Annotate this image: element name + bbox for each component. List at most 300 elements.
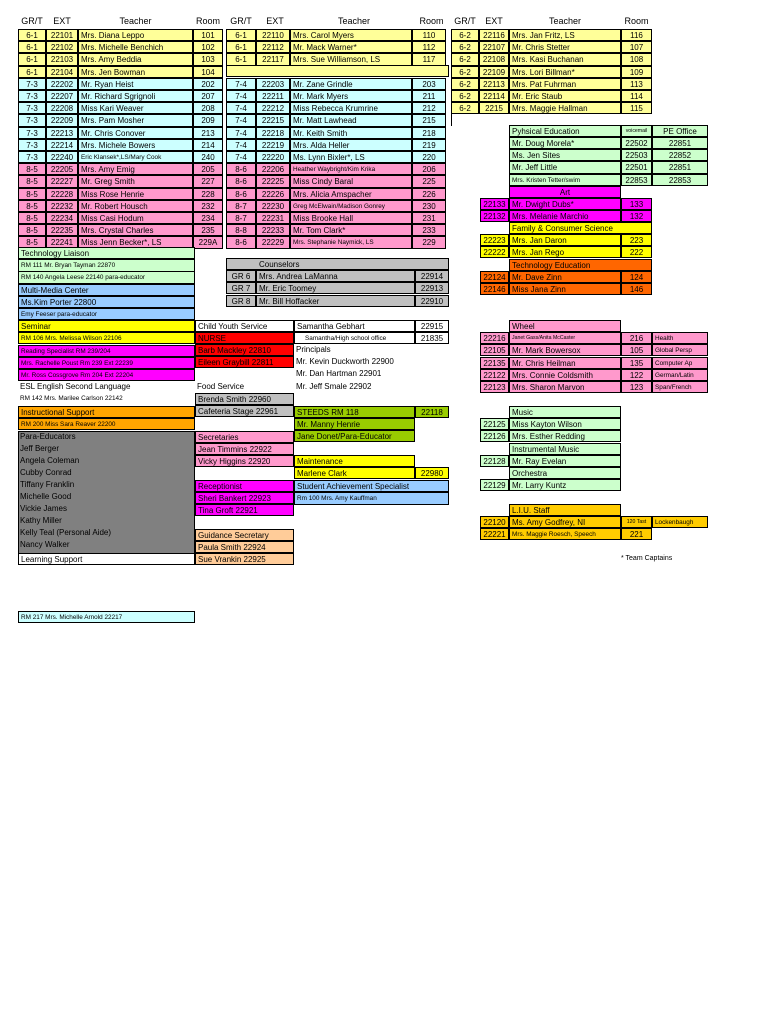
room-cell: 115 — [621, 102, 652, 114]
fcs-room: 223 — [621, 234, 652, 246]
pe-voicemail: 22502 — [621, 137, 652, 149]
steeds-line: Jane Donet/Para-Educator — [294, 430, 415, 442]
teacher-name-cell: Mrs. Diana Leppo — [78, 29, 193, 41]
wheel-ext: 22135 — [480, 357, 509, 369]
liu-name: Mrs. Maggie Roesch, Speech — [509, 528, 621, 540]
principal-name: Mr. Dan Hartman 22901 — [294, 368, 449, 380]
steeds-line: Mr. Manny Henrie — [294, 418, 415, 430]
grade-team-cell: 8-6 — [226, 175, 256, 187]
grade-team-cell: 8-5 — [18, 200, 46, 212]
teacher-name-cell: Mrs. Kasi Buchanan — [509, 53, 621, 65]
guidance-secretary-line: Paula Smith 22924 — [195, 541, 294, 553]
extension-cell: 22241 — [46, 236, 78, 248]
counselor-name: Mr. Eric Toomey — [256, 282, 415, 294]
pe-office-ext: 22852 — [652, 149, 708, 161]
nurse-title: NURSE — [195, 332, 294, 344]
grade-team-cell: 7-4 — [226, 139, 256, 151]
para-educator-name: Nancy Walker — [20, 540, 70, 549]
wheel-subject: Health — [652, 332, 708, 344]
para-educator-name: Jeff Berger — [20, 444, 59, 453]
room-cell: 112 — [412, 41, 446, 53]
grade-team-cell: 6-1 — [18, 53, 46, 65]
room-cell: 235 — [193, 224, 223, 236]
grade-team-cell: 6-2 — [451, 102, 479, 114]
grade-team-cell: 6-2 — [451, 53, 479, 65]
teacher-name-cell: Mrs. Pat Fuhrman — [509, 78, 621, 90]
room-cell: 232 — [193, 200, 223, 212]
room-cell: 110 — [412, 29, 446, 41]
maintenance-line: Marlene Clark — [294, 467, 415, 479]
extension-cell: 22229 — [256, 236, 290, 248]
receptionist-line: Sheri Bankert 22923 — [195, 492, 294, 504]
teacher-name-cell: Greg McElwain/Madison Gonrey — [290, 200, 412, 212]
grade-team-cell: 6-1 — [18, 66, 46, 78]
grade-team-cell: 8-5 — [18, 224, 46, 236]
wheel-name: Mr. Mark Bowersox — [509, 344, 621, 356]
child-youth-name: Samantha Gebhart — [294, 320, 415, 332]
wheel-subject: Span/French — [652, 381, 708, 393]
nurse-line: Barb Mackley 22810 — [195, 344, 294, 356]
principals-title: Principals — [294, 344, 415, 356]
extension-cell: 22226 — [256, 188, 290, 200]
extension-cell: 22211 — [256, 90, 290, 102]
room-cell: 103 — [193, 53, 223, 65]
extension-cell: 22220 — [256, 151, 290, 163]
grade-team-cell: 6-1 — [226, 29, 256, 41]
counselor-ext: 22914 — [415, 270, 449, 282]
grade-team-cell: 7-4 — [226, 127, 256, 139]
extension-cell: 22101 — [46, 29, 78, 41]
tech_ed-room: 124 — [621, 271, 652, 283]
orchestra-ext: 22129 — [480, 479, 509, 491]
steeds-title: STEEDS RM 118 — [294, 406, 415, 418]
pe-office-ext: 22853 — [652, 174, 708, 186]
room-cell: 215 — [412, 114, 446, 126]
teacher-name-cell: Mr. Mack Warner* — [290, 41, 412, 53]
grade-team-cell: 6-2 — [451, 66, 479, 78]
grade-team-cell: 7-4 — [226, 151, 256, 163]
grade-team-cell: 8-7 — [226, 200, 256, 212]
blank-cell — [195, 368, 294, 380]
wheel-room: 135 — [621, 357, 652, 369]
fcs-room: 222 — [621, 246, 652, 258]
child-youth-office-ext: 21835 — [415, 332, 449, 344]
reading-specialist-line: Reading Specialist RM 239/204 — [18, 345, 195, 357]
food-service-title: Food Service — [195, 381, 294, 393]
fcs-ext: 22223 — [480, 234, 509, 246]
pe-title: Pyhsical Education — [509, 125, 621, 137]
extension-cell: 22215 — [256, 114, 290, 126]
orchestra-title: Orchestra — [509, 467, 621, 479]
wheel-room: 105 — [621, 344, 652, 356]
liu-name: Ms. Amy Godfrey, NI — [509, 516, 621, 528]
room-cell: 225 — [412, 175, 446, 187]
grade-team-cell: 8-5 — [18, 212, 46, 224]
wheel-subject: German/Latin — [652, 369, 708, 381]
tech_ed-name: Miss Jana Zinn — [509, 283, 621, 295]
teacher-name-cell: Mr. Chris Stetter — [509, 41, 621, 53]
para-educator-name: Vickie James — [20, 504, 67, 513]
wheel-name: Mr. Chris Heilman — [509, 357, 621, 369]
room-cell: 203 — [412, 78, 446, 90]
divider — [451, 114, 456, 126]
para-educator-name: Angela Coleman — [20, 456, 80, 465]
room-cell: 108 — [621, 53, 652, 65]
counselor-name: Mrs. Andrea LaManna — [256, 270, 415, 282]
extension-cell: 22206 — [256, 163, 290, 175]
room-cell: 116 — [621, 29, 652, 41]
extension-cell: 22207 — [46, 90, 78, 102]
extension-cell: 22102 — [46, 41, 78, 53]
liu-extra: Lockenbaugh — [652, 516, 708, 528]
room-cell: 219 — [412, 139, 446, 151]
fcs-ext: 22222 — [480, 246, 509, 258]
room-cell: 229A — [193, 236, 223, 248]
fcs-name: Mrs. Jan Rego — [509, 246, 621, 258]
reading-specialist-line: Mrs. Rachelle Poust Rm 239 Ext 22239 — [18, 357, 195, 369]
header-teacher: Teacher — [337, 16, 371, 26]
teacher-name-cell: Mrs. Jan Fritz, LS — [509, 29, 621, 41]
grade-team-cell: 7-4 — [226, 78, 256, 90]
room-cell: 229 — [412, 236, 446, 248]
grade-team-cell: 6-1 — [226, 53, 256, 65]
liu-ext: 22120 — [480, 516, 509, 528]
grade-team-cell: 8-5 — [18, 236, 46, 248]
child-youth-title: Child Youth Service — [195, 320, 294, 332]
art-name: Mr. Dwight Dubs* — [509, 198, 621, 210]
teacher-name-cell: Mr. Robert Housch — [78, 200, 193, 212]
art-name: Mrs. Melanie Marchio — [509, 210, 621, 222]
header-ext: EXT — [485, 16, 503, 26]
teacher-name-cell: Heather Waybright/Kim Krika — [290, 163, 412, 175]
teacher-name-cell: Mrs. Stephanie Naymick, LS — [290, 236, 412, 248]
grade-team-cell: 7-3 — [18, 78, 46, 90]
wheel-ext: 22122 — [480, 369, 509, 381]
pe-voicemail: 22503 — [621, 149, 652, 161]
wheel-subject: Global Persp — [652, 344, 708, 356]
extension-cell: 22214 — [46, 139, 78, 151]
room-cell: 202 — [193, 78, 223, 90]
grade-team-cell: 7-3 — [18, 90, 46, 102]
extension-cell: 22203 — [256, 78, 290, 90]
room-cell: 107 — [621, 41, 652, 53]
art-ext: 22132 — [480, 210, 509, 222]
learning-support-label: Learning Support — [18, 553, 195, 565]
grade-team-cell: 6-1 — [18, 41, 46, 53]
room-cell: 109 — [621, 66, 652, 78]
food-service-line: Cafeteria Stage 22961 — [195, 405, 294, 417]
wheel-room: 122 — [621, 369, 652, 381]
reading-specialist-line: Mr. Ross Cossgrove Rm 204 Ext 22204 — [18, 369, 195, 381]
teacher-name-cell: Mrs. Alicia Amspacher — [290, 188, 412, 200]
header-teacher: Teacher — [119, 16, 152, 26]
maintenance-ext: 22980 — [415, 467, 449, 479]
pe-office-ext: 22851 — [652, 137, 708, 149]
music-title: Music — [509, 406, 621, 418]
extension-cell: 22240 — [46, 151, 78, 163]
wheel-room: 216 — [621, 332, 652, 344]
grade-team-cell: 6-2 — [451, 78, 479, 90]
pe-voicemail: 22853 — [621, 174, 652, 186]
seminar-line: RM 106 Mrs. Melissa Wilson 22106 — [18, 332, 195, 344]
teacher-name-cell: Mrs. Carol Myers — [290, 29, 412, 41]
room-cell: 212 — [412, 102, 446, 114]
teacher-name-cell: Mrs. Pam Mosher — [78, 114, 193, 126]
grade-team-cell: 8-6 — [226, 236, 256, 248]
tech-liaison-line: RM 140 Angela Leese 22140 para-educator — [18, 271, 195, 284]
header-room: Room — [624, 16, 649, 26]
extension-cell: 22117 — [256, 53, 290, 65]
teacher-name-cell: Mr. Zane Grindle — [290, 78, 412, 90]
extension-cell: 2215 — [479, 102, 509, 114]
teacher-name-cell: Mrs. Alda Heller — [290, 139, 412, 151]
tech-ed-title: Technology Education — [509, 259, 652, 271]
teacher-name-cell: Miss Casi Hodum — [78, 212, 193, 224]
grade-team-cell: 7-3 — [18, 102, 46, 114]
extension-cell: 22114 — [479, 90, 509, 102]
esl-line: RM 142 Mrs. Marilee Carlson 22142 — [18, 393, 195, 405]
pe-teacher-name: Mrs. Kristen Tetter/swim — [509, 174, 621, 186]
pe-voicemail: 22501 — [621, 161, 652, 173]
teacher-name-cell: Mr. Ryan Heist — [78, 78, 193, 90]
tech-liaison-title: Technology Liaison — [18, 247, 195, 259]
liu-title: L.I.U. Staff — [509, 504, 621, 516]
grade-team-cell: 7-4 — [226, 90, 256, 102]
room-cell: 101 — [193, 29, 223, 41]
pe-teacher-name: Mr. Jeff Little — [509, 161, 621, 173]
room-cell: 231 — [412, 212, 446, 224]
fcs-title: Family & Consumer Science — [509, 222, 652, 234]
teacher-name-cell: Miss Rose Henrie — [78, 188, 193, 200]
teacher-name-cell: Mrs. Jen Bowman — [78, 66, 193, 78]
teacher-name-cell: Mr. Chris Conover — [78, 127, 193, 139]
extension-cell: 22109 — [479, 66, 509, 78]
counselor-ext: 22913 — [415, 282, 449, 294]
grade-team-cell: 6-1 — [226, 41, 256, 53]
fcs-name: Mrs. Jan Daron — [509, 234, 621, 246]
teacher-name-cell: Mr. Richard Sgrignoli — [78, 90, 193, 102]
tech_ed-name: Mr. Dave Zinn — [509, 271, 621, 283]
extension-cell: 22112 — [256, 41, 290, 53]
teacher-name-cell: Mrs. Amy Beddia — [78, 53, 193, 65]
music-name: Miss Kayton Wilson — [509, 418, 621, 430]
wheel-subject: Computer Ap — [652, 357, 708, 369]
extension-cell: 22103 — [46, 53, 78, 65]
counselor-ext: 22910 — [415, 295, 449, 307]
teacher-name-cell: Mr. Tom Clark* — [290, 224, 412, 236]
music-ext: 22126 — [480, 430, 509, 442]
extension-cell: 22231 — [256, 212, 290, 224]
header-ext: EXT — [53, 16, 71, 26]
grade-team-cell: 7-4 — [226, 114, 256, 126]
teacher-name-cell: Eric Klansek*,LS/Mary Cook — [78, 151, 193, 163]
tech-liaison-line: RM 111 Mr. Bryan Tayman 22870 — [18, 259, 195, 272]
room-cell: 214 — [193, 139, 223, 151]
pe-office-header: PE Office — [652, 125, 708, 137]
grade-team-cell: 8-7 — [226, 212, 256, 224]
multimedia-line: Emy Feeser para-educator — [18, 308, 195, 320]
extension-cell: 22108 — [479, 53, 509, 65]
principal-name: Mr. Kevin Duckworth 22900 — [294, 356, 449, 368]
para-educator-name: Cubby Conrad — [20, 468, 72, 477]
teacher-name-cell: Mrs. Sue Williamson, LS — [290, 53, 412, 65]
orchestra-name: Mr. Larry Kuntz — [509, 479, 621, 491]
extension-cell: 22225 — [256, 175, 290, 187]
extension-cell: 22116 — [479, 29, 509, 41]
instrumental-music-name: Mr. Ray Evelan — [509, 455, 621, 467]
room-cell: 104 — [193, 66, 223, 78]
para-educator-name: Kelly Teal (Personal Aide) — [20, 528, 112, 537]
teacher-name-cell: Ms. Lynn Bixler*, LS — [290, 151, 412, 163]
tech_ed-ext: 22124 — [480, 271, 509, 283]
room-cell: 230 — [412, 200, 446, 212]
tech_ed-room: 146 — [621, 283, 652, 295]
extension-cell: 22208 — [46, 102, 78, 114]
grade-team-cell: 7-4 — [226, 102, 256, 114]
wheel-name: Janet Gass/Anita McCaster — [509, 332, 621, 344]
room-cell: 209 — [193, 114, 223, 126]
pe-teacher-name: Mr. Doug Morela* — [509, 137, 621, 149]
counselor-grade: GR 6 — [226, 270, 256, 282]
extension-cell: 22219 — [256, 139, 290, 151]
grade-team-cell: 8-6 — [226, 163, 256, 175]
room-cell: 233 — [412, 224, 446, 236]
extension-cell: 22227 — [46, 175, 78, 187]
header-grt: GR/T — [454, 16, 476, 26]
secretaries-line: Jean Timmins 22922 — [195, 443, 294, 455]
room-cell: 114 — [621, 90, 652, 102]
achievement-line: Rm 100 Mrs. Amy Kauffman — [294, 492, 449, 505]
guidance-secretary-line: Sue Vrankin 22925 — [195, 553, 294, 565]
instructional-support-title: Instructional Support — [18, 406, 195, 418]
extension-cell: 22235 — [46, 224, 78, 236]
child-youth-ext: 22915 — [415, 320, 449, 332]
child-youth-office: Samantha/High school office — [294, 332, 415, 344]
food-service-line: Brenda Smith 22960 — [195, 393, 294, 405]
teacher-name-cell: Miss Cindy Baral — [290, 175, 412, 187]
secretaries-title: Secretaries — [195, 431, 294, 443]
extension-cell: 22104 — [46, 66, 78, 78]
arnold-room-line: RM 217 Mrs. Michelle Arnold 22217 — [18, 611, 195, 623]
grade-team-cell: 7-3 — [18, 127, 46, 139]
teacher-name-cell: Mr. Greg Smith — [78, 175, 193, 187]
header-ext: EXT — [266, 16, 284, 26]
grade-team-cell: 6-2 — [451, 90, 479, 102]
art-title: Art — [509, 186, 621, 198]
art-ext: 22133 — [480, 198, 509, 210]
multimedia-title: Multi-Media Center — [18, 284, 195, 296]
header-grt: GR/T — [230, 16, 252, 26]
extension-cell: 22110 — [256, 29, 290, 41]
teacher-name-cell: Miss Rebecca Krumrine — [290, 102, 412, 114]
teacher-name-cell: Miss Brooke Hall — [290, 212, 412, 224]
teacher-name-cell: Mr. Mark Myers — [290, 90, 412, 102]
music-ext: 22125 — [480, 418, 509, 430]
secretaries-line: Vicky Higgins 22920 — [195, 455, 294, 467]
tech_ed-ext: 22146 — [480, 283, 509, 295]
wheel-ext: 22105 — [480, 344, 509, 356]
grade-team-cell: 7-3 — [18, 151, 46, 163]
room-cell: 205 — [193, 163, 223, 175]
principal-name: Mr. Jeff Smale 22902 — [294, 381, 449, 393]
grade-team-cell: 8-8 — [226, 224, 256, 236]
teacher-name-cell: Mrs. Lori Billman* — [509, 66, 621, 78]
grade-team-cell: 7-3 — [18, 114, 46, 126]
room-cell: 208 — [193, 102, 223, 114]
steeds-ext: 22118 — [415, 406, 449, 418]
teacher-name-cell: Miss Jenn Becker*, LS — [78, 236, 193, 248]
esl-title: ESL English Second Language — [18, 381, 195, 393]
para-educator-name: Tiffany Franklin — [20, 480, 75, 489]
teacher-name-cell: Mrs. Michelle Benchich — [78, 41, 193, 53]
room-cell: 206 — [412, 163, 446, 175]
para-educator-name: Michelle Good — [20, 492, 72, 501]
grade-team-cell: 6-2 — [451, 29, 479, 41]
counselor-grade: GR 8 — [226, 295, 256, 307]
grade-team-cell: 6-2 — [451, 41, 479, 53]
instrumental-music-ext: 22128 — [480, 455, 509, 467]
extension-cell: 22213 — [46, 127, 78, 139]
extension-cell: 22107 — [479, 41, 509, 53]
grade-team-cell: 8-6 — [226, 188, 256, 200]
extension-cell: 22233 — [256, 224, 290, 236]
teacher-name-cell: Mrs. Crystal Charles — [78, 224, 193, 236]
pe-voicemail-header: voicemail — [621, 125, 652, 137]
extension-cell: 22228 — [46, 188, 78, 200]
extension-cell: 22205 — [46, 163, 78, 175]
achievement-title: Student Achievement Specialist — [294, 480, 449, 492]
extension-cell: 22230 — [256, 200, 290, 212]
art-room: 132 — [621, 210, 652, 222]
wheel-title: Wheel — [509, 320, 621, 332]
extension-cell: 22218 — [256, 127, 290, 139]
counselor-grade: GR 7 — [226, 282, 256, 294]
extension-cell: 22209 — [46, 114, 78, 126]
para-educator-name: Kathy Miller — [20, 516, 62, 525]
room-cell: 218 — [412, 127, 446, 139]
guidance-secretary-title: Guidance Secretary — [195, 529, 294, 541]
room-cell: 226 — [412, 188, 446, 200]
pe-office-ext: 22851 — [652, 161, 708, 173]
wheel-name: Mrs. Sharon Marvon — [509, 381, 621, 393]
instructional-support-line: RM 200 Miss Sara Reaver 22200 — [18, 418, 195, 430]
header-room: Room — [195, 16, 220, 26]
room-cell: 102 — [193, 41, 223, 53]
receptionist-title: Receptionist — [195, 480, 294, 492]
room-cell: 228 — [193, 188, 223, 200]
extension-cell: 22234 — [46, 212, 78, 224]
multimedia-line: Ms.Kim Porter 22800 — [18, 296, 195, 308]
wheel-room: 123 — [621, 381, 652, 393]
instrumental-music-title: Instrumental Music — [509, 443, 621, 455]
room-cell: 240 — [193, 151, 223, 163]
header-room: Room — [419, 16, 444, 26]
teacher-name-cell: Mr. Eric Staub — [509, 90, 621, 102]
para-educators-title: Para-Educators — [20, 432, 76, 441]
counselors-title — [226, 258, 449, 270]
wheel-ext: 22216 — [480, 332, 509, 344]
wheel-ext: 22123 — [480, 381, 509, 393]
empty-cell — [226, 65, 449, 77]
grade-team-cell: 6-1 — [18, 29, 46, 41]
teacher-name-cell: Mrs. Maggie Hallman — [509, 102, 621, 114]
team-captains-note: * Team Captains — [621, 555, 673, 562]
grade-team-cell: 7-3 — [18, 139, 46, 151]
teacher-name-cell: Mr. Matt Lawhead — [290, 114, 412, 126]
maintenance-title: Maintenance — [294, 455, 415, 467]
room-cell: 207 — [193, 90, 223, 102]
room-cell: 117 — [412, 53, 446, 65]
